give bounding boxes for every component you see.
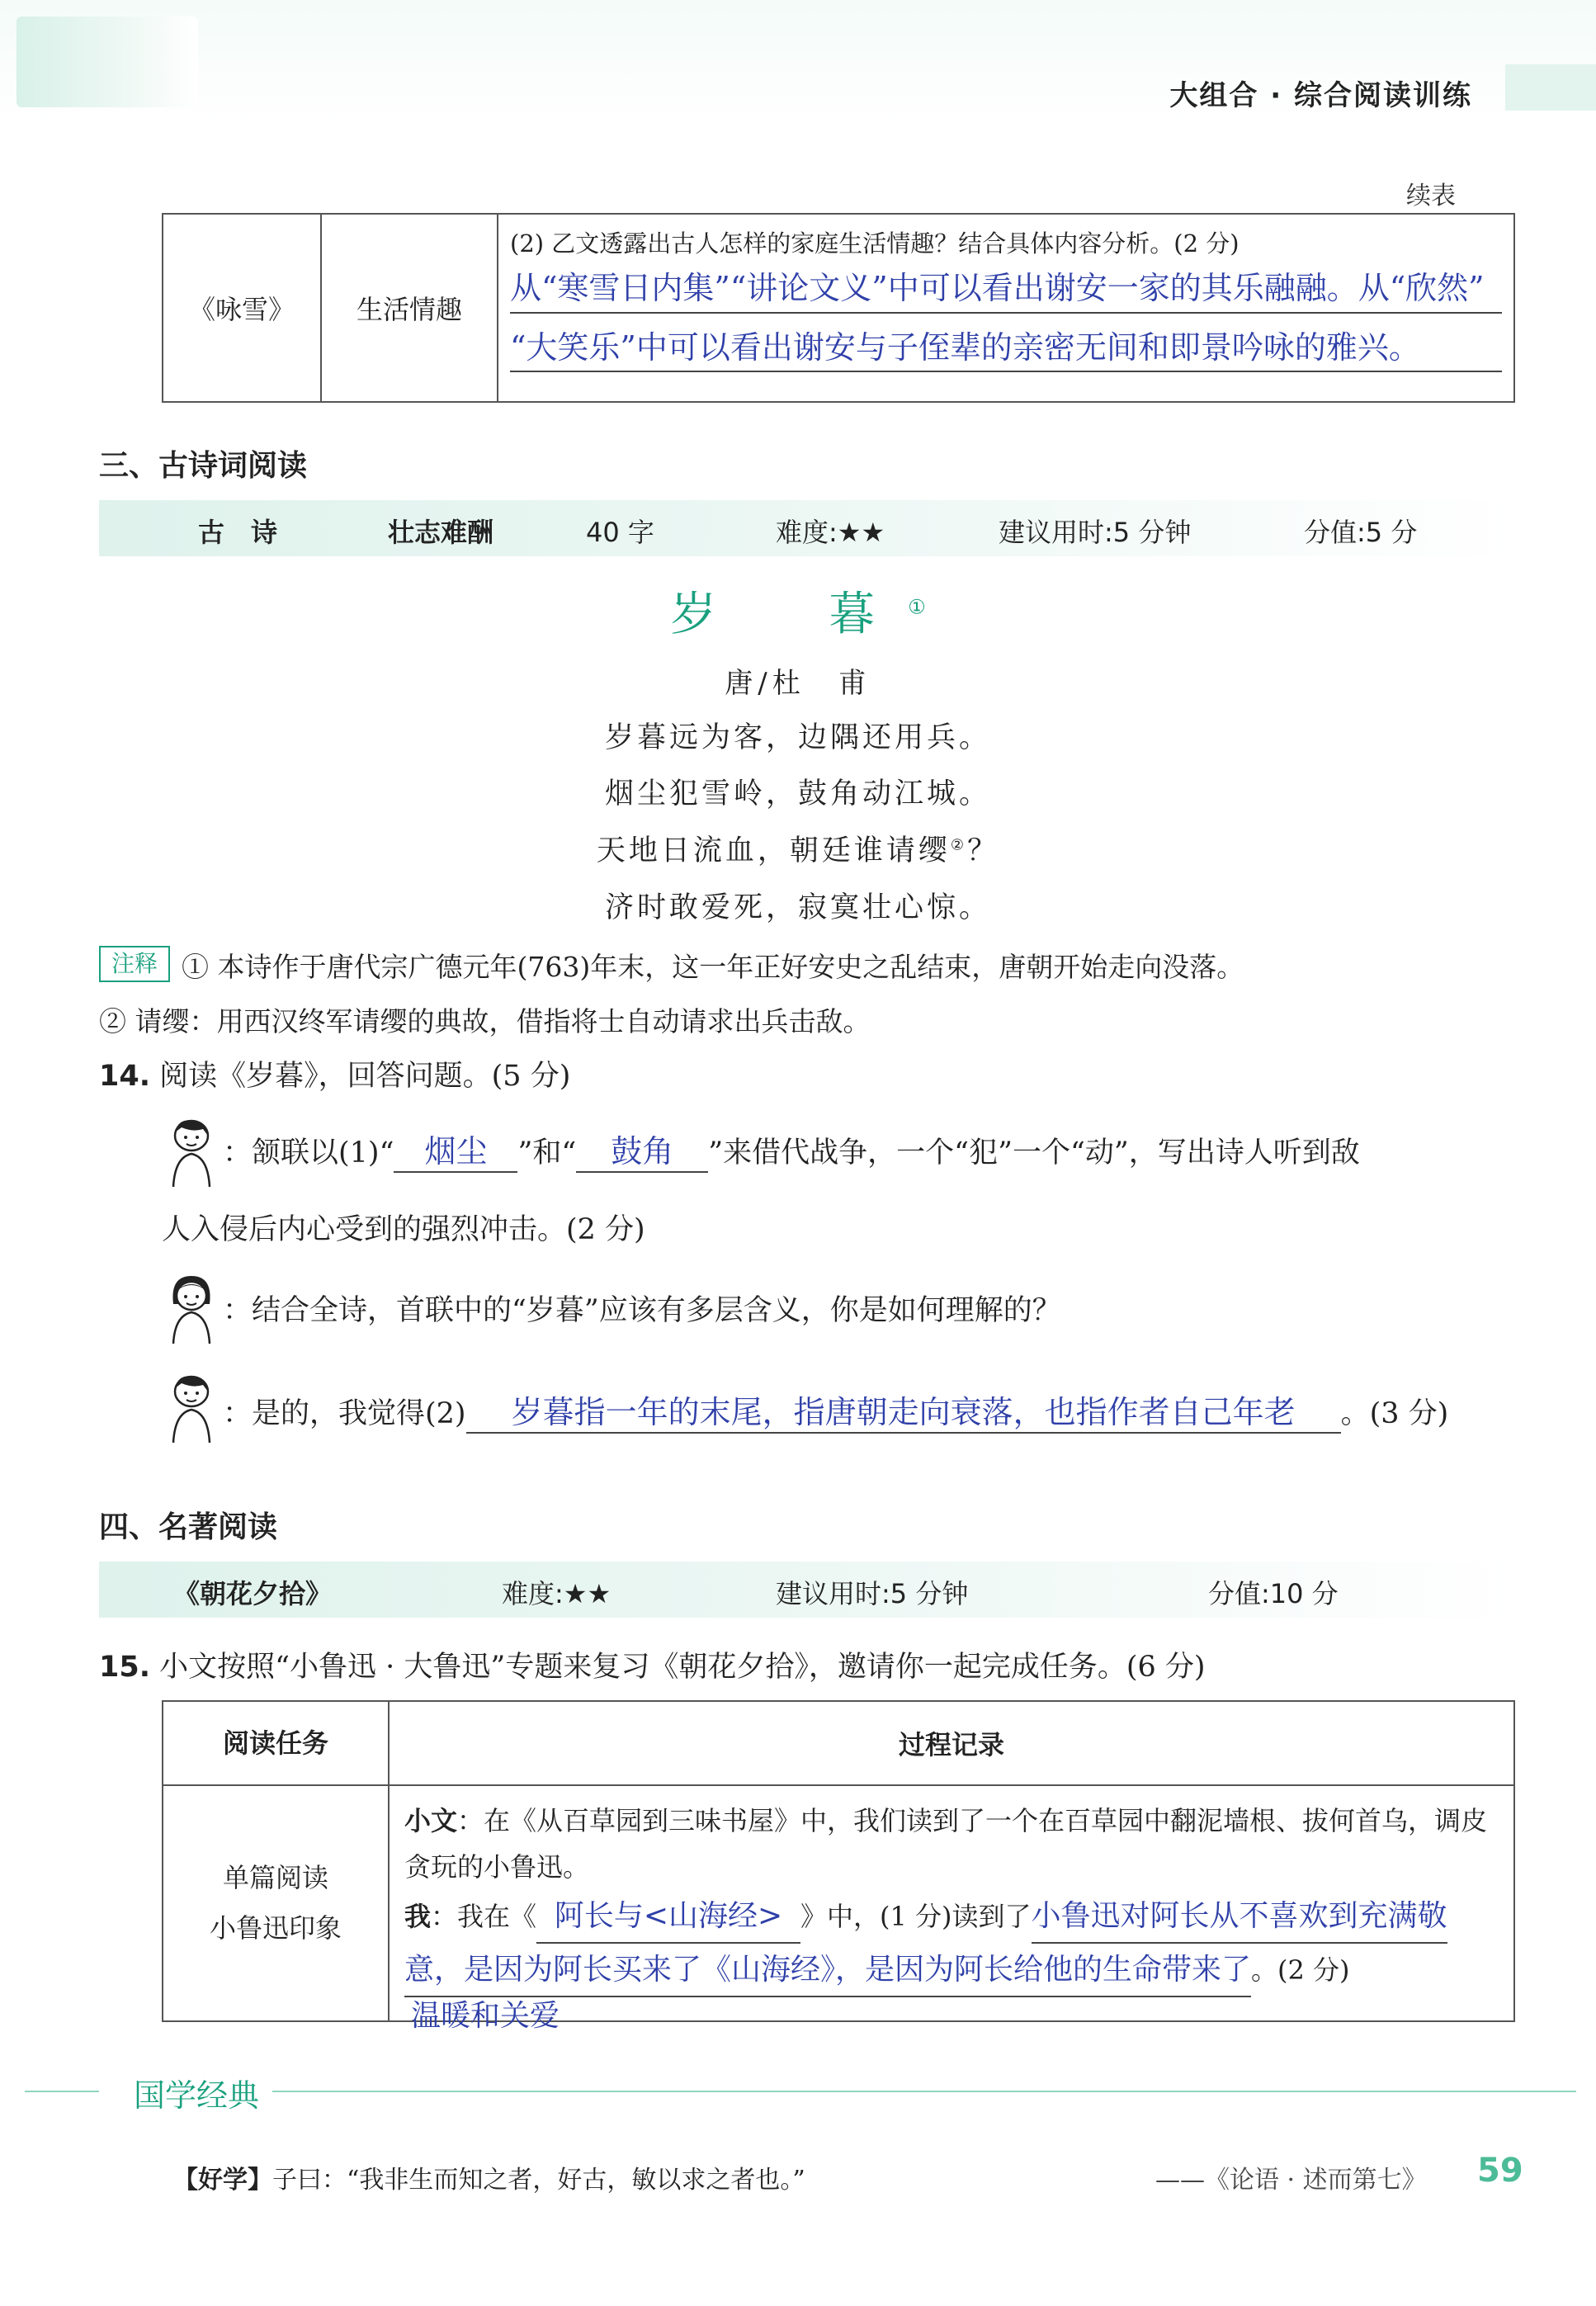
- continued-table: [162, 213, 1515, 403]
- footer-quote: 【好学】子曰：“我非生而知之者，好古，敏以求之者也。”: [173, 2166, 805, 2195]
- handwritten-answer-line-1: 从“寒雪日内集”“讲论文义”中可以看出谢安一家的其乐融融。从“欣然”: [510, 269, 1502, 314]
- q15-blank-book: 阿长与<山海经>: [536, 1890, 800, 1944]
- classics-info-bar: [99, 1562, 1518, 1618]
- aspect-cell: 生活情趣: [321, 214, 498, 402]
- task-line-2: 小鲁迅印象: [209, 1912, 342, 1944]
- bar-type: 古 诗: [198, 517, 278, 548]
- footer-rule-left: [25, 2091, 99, 2092]
- table-header-task: 阅读任务: [163, 1701, 389, 1785]
- task-line-1: 单篇阅读: [222, 1862, 328, 1894]
- page-number: 59: [1477, 2152, 1523, 2190]
- q15-answer-part-3: 温暖和关爱: [411, 1999, 560, 2033]
- handwritten-answer-line-2: “大笑乐”中可以看出谢安与子侄辈的亲密无间和即景吟咏的雅兴。: [510, 328, 1502, 373]
- notes-label: 注释: [99, 946, 170, 982]
- poem-line-4: 济时敢爱死，寂寞壮心惊。: [604, 891, 991, 924]
- boy-avatar-icon: [162, 1370, 221, 1444]
- my-record-line-2: 意，是因为阿长买来了《山海经》，是因为阿长给他的生命带来了。(2 分): [404, 1944, 1502, 1997]
- poetry-info-bar: [99, 500, 1518, 556]
- q14-blank-1: 烟尘: [394, 1126, 517, 1173]
- sub-question: (2) 乙文透露出古人怎样的家庭生活情趣？结合具体内容分析。(2 分): [510, 229, 1239, 258]
- section-heading-poetry: 三、古诗词阅读: [99, 449, 308, 483]
- q14-stem: 14. 阅读《岁暮》，回答问题。(5 分): [99, 1060, 571, 1093]
- bar-word-count: 40 字: [586, 517, 654, 548]
- q14-dialogue-3: ：是的，我觉得(2) 岁暮指一年的末尾，指唐朝走向衰落，也指作者自己年老 。(3 分): [223, 1387, 1448, 1434]
- header-title: 大组合 · 综合阅读训练: [1169, 79, 1472, 112]
- task-cell: [163, 1785, 389, 2021]
- bar-time: 建议用时:5 分钟: [776, 1578, 969, 1609]
- note-2: ② 请缨：用西汉终军请缨的典故，借指将士自动请求出兵击敌。: [99, 1005, 871, 1037]
- q15-answer-part-2: 意，是因为阿长买来了《山海经》，是因为阿长给他的生命带来了: [404, 1944, 1251, 1997]
- xiaowen-record: 小文：在《从百草园到三味书屋》中，我们读到了一个在百草园中翻泥墙根、拔何首乌，调皮贪玩的小鲁迅。: [404, 1805, 1488, 1883]
- bar-score: 分值:10 分: [1208, 1578, 1339, 1609]
- bar-score: 分值:5 分: [1304, 517, 1418, 548]
- continued-table-label: 续表: [1406, 182, 1456, 210]
- reading-task-table: [162, 1700, 1515, 2022]
- q14-dialogue-2: ：结合全诗，首联中的“岁暮”应该有多层含义，你是如何理解的？: [223, 1294, 1061, 1327]
- footer-quote-source: ——《论语 · 述而第七》: [1155, 2166, 1427, 2195]
- record-cell: [389, 1785, 1514, 2021]
- girl-avatar-icon: [162, 1271, 221, 1345]
- answer-cell: [498, 214, 1514, 402]
- note-1: ① 本诗作于唐代宗广德元年(763)年末，这一年正好安史之乱结束，唐朝开始走向没落。: [182, 951, 1244, 983]
- my-record-line-1: 我：我在《 阿长与<山海经> 》中，(1 分)读到了小鲁迅对阿长从不喜欢到充满敬: [404, 1890, 1502, 1944]
- header-decoration: [17, 17, 198, 107]
- bar-difficulty: 难度:★★: [502, 1578, 611, 1609]
- bar-book: 《朝花夕拾》: [173, 1578, 333, 1609]
- footer-rule-right: [272, 2091, 1576, 2092]
- poem-title: 岁 暮①: [670, 588, 926, 641]
- footer-section-label: 国学经典: [124, 2070, 269, 2115]
- bar-theme: 壮志难酬: [388, 517, 494, 548]
- boy-avatar-icon: [162, 1114, 221, 1188]
- header-tab-decoration: [1505, 64, 1596, 111]
- poem-line-1: 岁暮远为客，边隅还用兵。: [604, 721, 991, 754]
- poem-line-3: 天地日流血，朝廷谁请缨②？: [596, 834, 1000, 867]
- q14-dialogue-1-cont: 人入侵后内心受到的强烈冲击。(2 分): [162, 1213, 645, 1246]
- poem-author: 唐/杜 甫: [725, 667, 871, 700]
- poem-line-2: 烟尘犯雪岭，鼓角动江城。: [604, 777, 991, 810]
- q14-answer-blank: 岁暮指一年的末尾，指唐朝走向衰落，也指作者自己年老: [466, 1387, 1341, 1434]
- section-heading-classics: 四、名著阅读: [99, 1510, 278, 1544]
- q15-stem: 15. 小文按照“小鲁迅 · 大鲁迅”专题来复习《朝花夕拾》，邀请你一起完成任务。(6 分): [99, 1651, 1206, 1684]
- q15-answer-part-1: 小鲁迅对阿长从不喜欢到充满敬: [1032, 1890, 1447, 1944]
- table-header-record: 过程记录: [389, 1701, 1514, 1785]
- q14-blank-2: 鼓角: [576, 1126, 708, 1173]
- work-cell: 《咏雪》: [163, 214, 321, 402]
- poem-title-note: ①: [908, 595, 926, 619]
- bar-time: 建议用时:5 分钟: [999, 517, 1192, 548]
- bar-difficulty: 难度:★★: [776, 517, 885, 548]
- q14-dialogue-1: ：颔联以(1)“ 烟尘 ”和“ 鼓角 ”来借代战争，一个“犯”一个“动”，写出诗人听到敌: [223, 1126, 1360, 1173]
